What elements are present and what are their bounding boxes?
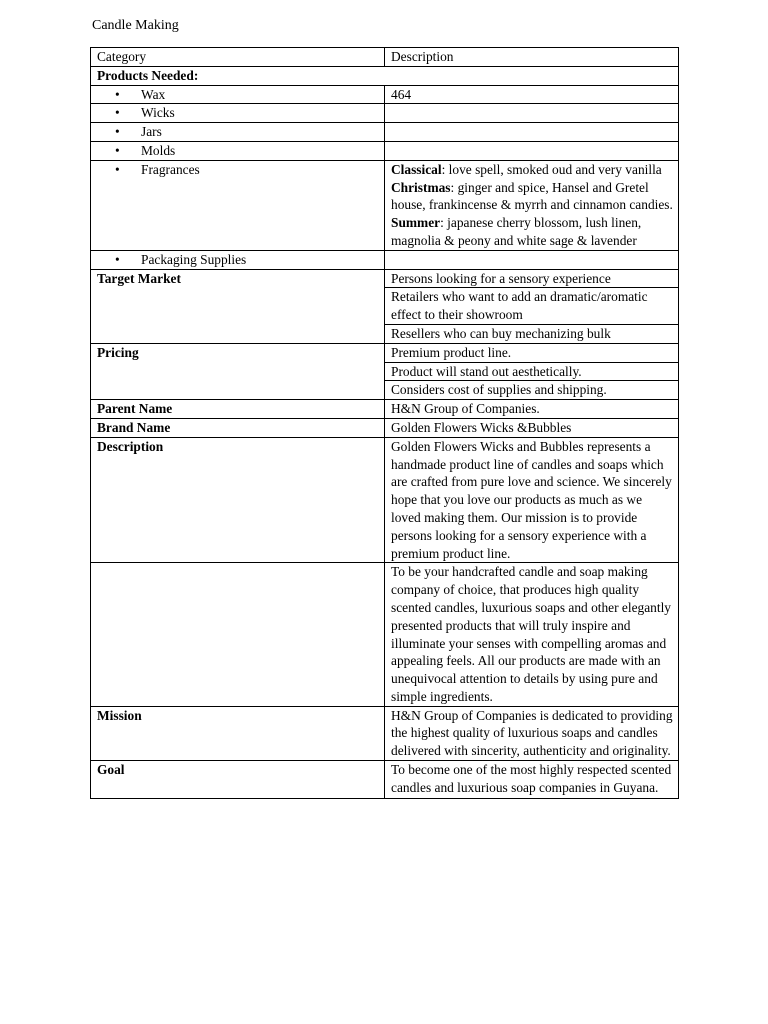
table-row (91, 104, 679, 123)
pricing-item: Product will stand out aesthetically. (385, 363, 678, 382)
table-row (91, 250, 679, 269)
parent-name-value: H&N Group of Companies. (385, 400, 679, 419)
vision-value: To be your handcrafted candle and soap making company of choice, that produces high quality scented candles, luxurious soaps and other elegantly presented products that will truly inspire and illuminate your senses with compelling aromas and appealing feels. All our products are made with an unequivocal attention to details by using pure and simple ingredients. (385, 563, 679, 706)
brand-name-value: Golden Flowers Wicks &Bubbles (385, 418, 679, 437)
header-category: Category (91, 48, 385, 67)
product-name: Fragrances (141, 161, 200, 177)
product-name: Packaging Supplies (141, 251, 247, 267)
bullet-icon: • (115, 161, 120, 177)
table-header-row (91, 48, 679, 67)
product-value (385, 250, 679, 269)
fragrance-summer (391, 214, 673, 250)
fragrance-christmas (391, 179, 673, 215)
description-value: Golden Flowers Wicks and Bubbles represents a handmade product line of candles and soaps which are crafted from pure love and science. We sincerely hope that you love our products as much as we loved making them. Our mission is to provide persons looking for a sensory experience with a premium product line. (385, 437, 679, 563)
brand-name-label: Brand Name (91, 418, 385, 437)
pricing-values (385, 343, 679, 399)
pricing-item: Considers cost of supplies and shipping. (391, 382, 607, 398)
parent-name-label: Parent Name (91, 400, 385, 419)
fragrance-classical (391, 161, 673, 179)
fragrance-summer-label: Summer (391, 215, 441, 231)
target-market-item: Retailers who want to add an dramatic/aromatic effect to their showroom (385, 288, 678, 325)
product-cell (91, 104, 385, 123)
brand-name-row (91, 418, 679, 437)
fragrance-christmas-label: Christmas (391, 179, 451, 195)
goal-row (91, 761, 679, 799)
product-name: Molds (141, 142, 176, 158)
products-needed-row (91, 66, 679, 85)
product-name: Wax (141, 86, 166, 102)
goal-value: To become one of the most highly respected scented candles and luxurious soap companies in Guyana. (385, 761, 679, 799)
target-market-label: Target Market (91, 269, 385, 343)
target-market-values (385, 269, 679, 343)
product-value: 464 (385, 85, 679, 104)
product-name: Wicks (141, 105, 175, 121)
product-cell (91, 250, 385, 269)
product-cell (91, 160, 385, 250)
products-needed-label: Products Needed: (91, 66, 679, 85)
fragrance-christmas-text: : ginger and spice, Hansel and Gretel house, frankincense & myrrh and cinnamon candies. (391, 179, 673, 213)
candle-making-table (90, 47, 679, 799)
mission-row (91, 706, 679, 760)
bullet-icon: • (115, 105, 120, 121)
goal-label: Goal (91, 761, 385, 799)
bullet-icon: • (115, 124, 120, 140)
table-row (91, 160, 679, 250)
vision-label (91, 563, 385, 706)
document-title: Candle Making (92, 18, 179, 33)
product-cell (91, 123, 385, 142)
vision-row (91, 563, 679, 706)
header-description: Description (385, 48, 679, 67)
description-row (91, 437, 679, 563)
target-market-item: Persons looking for a sensory experience (385, 270, 678, 289)
table-row (91, 85, 679, 104)
product-value (385, 104, 679, 123)
fragrances-description (385, 160, 679, 250)
product-value (385, 123, 679, 142)
fragrance-classical-text: : love spell, smoked oud and very vanilla (441, 161, 662, 177)
mission-value: H&N Group of Companies is dedicated to providing the highest quality of luxurious soaps and candles delivered with sincerity, authenticity and originality. (385, 706, 679, 760)
product-value (385, 141, 679, 160)
pricing-item: Premium product line. (385, 344, 678, 363)
product-cell (91, 85, 385, 104)
table-row (91, 123, 679, 142)
fragrance-summer-text: : japanese cherry blossom, lush linen, magnolia & peony and white sage & lavender (391, 215, 642, 248)
target-market-row (91, 269, 679, 343)
fragrance-classical-label: Classical (391, 161, 442, 177)
product-cell (91, 141, 385, 160)
target-market-item: Resellers who can buy mechanizing bulk (391, 325, 611, 341)
description-label: Description (91, 437, 385, 563)
parent-name-row (91, 400, 679, 419)
table-row (91, 141, 679, 160)
bullet-icon: • (115, 251, 120, 267)
bullet-icon: • (115, 142, 120, 158)
pricing-row (91, 343, 679, 399)
product-name: Jars (141, 124, 162, 140)
mission-label: Mission (91, 706, 385, 760)
bullet-icon: • (115, 86, 120, 102)
pricing-label: Pricing (91, 343, 385, 399)
